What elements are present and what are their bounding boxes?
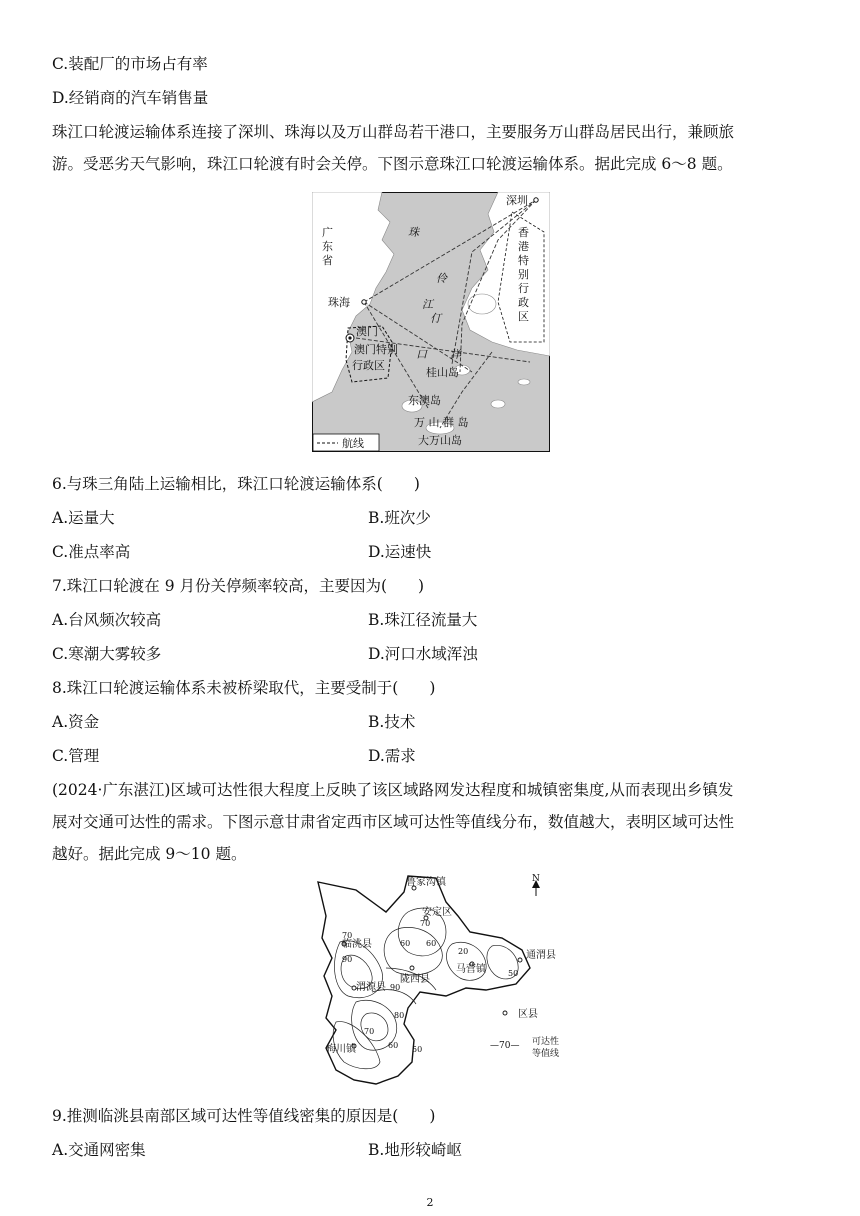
label-hk-1: 香 bbox=[518, 226, 529, 239]
label-hk-3: 特 bbox=[518, 254, 529, 267]
label-kou: 口 bbox=[416, 348, 427, 361]
option-d-prev: D.经销商的汽车销售量 bbox=[52, 89, 209, 107]
iso-value: 60 bbox=[388, 1041, 399, 1050]
label-guangdong-1: 广 bbox=[322, 226, 333, 239]
dingxi-accessibility-map bbox=[296, 872, 566, 1092]
legend-iso-1: 可达性 bbox=[532, 1037, 560, 1047]
legend-county: 区县 bbox=[518, 1009, 538, 1020]
label-hk-4: 别 bbox=[518, 268, 529, 281]
label-macau-sar-2: 行政区 bbox=[352, 359, 385, 372]
q6-option-d: D.运速快 bbox=[368, 543, 432, 561]
label-macau-sar-1: 澳门特别 bbox=[354, 343, 398, 356]
iso-value: 60 bbox=[426, 939, 437, 948]
iso-value: 80 bbox=[394, 1011, 405, 1020]
label-hk-6: 政 bbox=[518, 296, 529, 309]
label-dawanshan: 大万山岛 bbox=[418, 434, 462, 447]
page-number: 2 bbox=[426, 1196, 434, 1209]
q8-option-c: C.管理 bbox=[52, 747, 100, 765]
label-maying: 马营镇 bbox=[456, 964, 486, 975]
q7-option-d: D.河口水域浑浊 bbox=[368, 645, 478, 663]
iso-value: 70 bbox=[420, 919, 431, 928]
q6-option-c: C.准点率高 bbox=[52, 543, 131, 561]
label-wanshan: 万 山 群 岛 bbox=[414, 416, 469, 429]
label-longxi: 陇西县 bbox=[400, 974, 430, 985]
label-tongwei: 通渭县 bbox=[526, 950, 556, 961]
label-hk-2: 港 bbox=[518, 240, 529, 253]
label-anding: 安定区 bbox=[422, 907, 452, 918]
iso-value: 20 bbox=[458, 947, 469, 956]
legend-route: 航线 bbox=[342, 437, 364, 450]
label-lintao: 临洮县 bbox=[342, 939, 372, 950]
passage2-line3: 越好。据此完成 9～10 题。 bbox=[52, 845, 247, 863]
legend-iso-2: 等值线 bbox=[532, 1049, 560, 1059]
iso-value: 90 bbox=[390, 983, 401, 992]
label-guangdong-3: 省 bbox=[322, 254, 333, 267]
label-dongao: 东澳岛 bbox=[408, 394, 441, 407]
q8-stem: 8.珠江口轮渡运输体系未被桥梁取代，主要受制于( ) bbox=[52, 679, 436, 697]
legend-iso-sample: —70— bbox=[490, 1041, 520, 1051]
iso-value: 50 bbox=[412, 1045, 423, 1054]
label-macau: 澳门 bbox=[356, 325, 378, 338]
label-ding: 仃 bbox=[430, 312, 441, 325]
q9-stem: 9.推测临洮县南部区域可达性等值线密集的原因是( ) bbox=[52, 1107, 436, 1125]
passage2-line2: 展对交通可达性的需求。下图示意甘肃省定西市区域可达性等值线分布，数值越大，表明区域可达性 bbox=[52, 813, 735, 831]
q7-stem: 7.珠江口轮渡在 9 月份关停频率较高，主要因为( ) bbox=[52, 577, 425, 595]
passage1-line1: 珠江口轮渡运输体系连接了深圳、珠海以及万山群岛若干港口，主要服务万山群岛居民出行，兼顾旅 bbox=[52, 123, 735, 141]
label-jiang: 江 bbox=[422, 298, 433, 311]
q6-option-b: B.班次少 bbox=[368, 509, 431, 527]
iso-value: 70 bbox=[342, 931, 353, 940]
label-guangdong-2: 东 bbox=[322, 240, 333, 253]
option-c-prev: C.装配厂的市场占有率 bbox=[52, 55, 208, 73]
label-yang: 洋 bbox=[450, 348, 461, 361]
q8-option-d: D.需求 bbox=[368, 747, 416, 765]
iso-value: 60 bbox=[400, 939, 411, 948]
label-meichuan: 梅川镇 bbox=[326, 1044, 356, 1055]
label-guishan: 桂山岛 bbox=[426, 366, 459, 379]
label-zhuhai: 珠海 bbox=[328, 296, 350, 309]
iso-value: 70 bbox=[364, 1027, 375, 1036]
iso-value: 50 bbox=[508, 969, 519, 978]
label-lujiagou: 鲁家沟镇 bbox=[406, 877, 446, 888]
iso-value: 90 bbox=[342, 955, 353, 964]
q8-option-a: A.资金 bbox=[52, 713, 100, 731]
passage2-line1: (2024·广东湛江)区域可达性很大程度上反映了该区域路网发达程度和城镇密集度,从而表现出乡镇发 bbox=[52, 781, 734, 799]
q7-option-c: C.寒潮大雾较多 bbox=[52, 645, 162, 663]
label-hk-5: 行 bbox=[518, 282, 529, 295]
q6-stem: 6.与珠三角陆上运输相比，珠江口轮渡运输体系( ) bbox=[52, 475, 420, 493]
passage1-line2: 游。受恶劣天气影响，珠江口轮渡有时会关停。下图示意珠江口轮渡运输体系。据此完成 6～8 题。 bbox=[52, 155, 733, 173]
pearl-river-ferry-map bbox=[312, 192, 550, 452]
q7-option-b: B.珠江径流量大 bbox=[368, 611, 478, 629]
q9-option-a: A.交通网密集 bbox=[52, 1141, 146, 1159]
label-weiyuan: 渭源县 bbox=[356, 982, 386, 993]
label-hk-7: 区 bbox=[518, 310, 529, 323]
q6-option-a: A.运量大 bbox=[52, 509, 115, 527]
label-ling: 伶 bbox=[436, 272, 447, 285]
north-arrow-label: N bbox=[532, 874, 540, 884]
q9-option-b: B.地形较崎岖 bbox=[368, 1141, 462, 1159]
q8-option-b: B.技术 bbox=[368, 713, 416, 731]
label-shenzhen: 深圳 bbox=[506, 194, 528, 207]
label-zhu: 珠 bbox=[408, 226, 419, 239]
q7-option-a: A.台风频次较高 bbox=[52, 611, 162, 629]
